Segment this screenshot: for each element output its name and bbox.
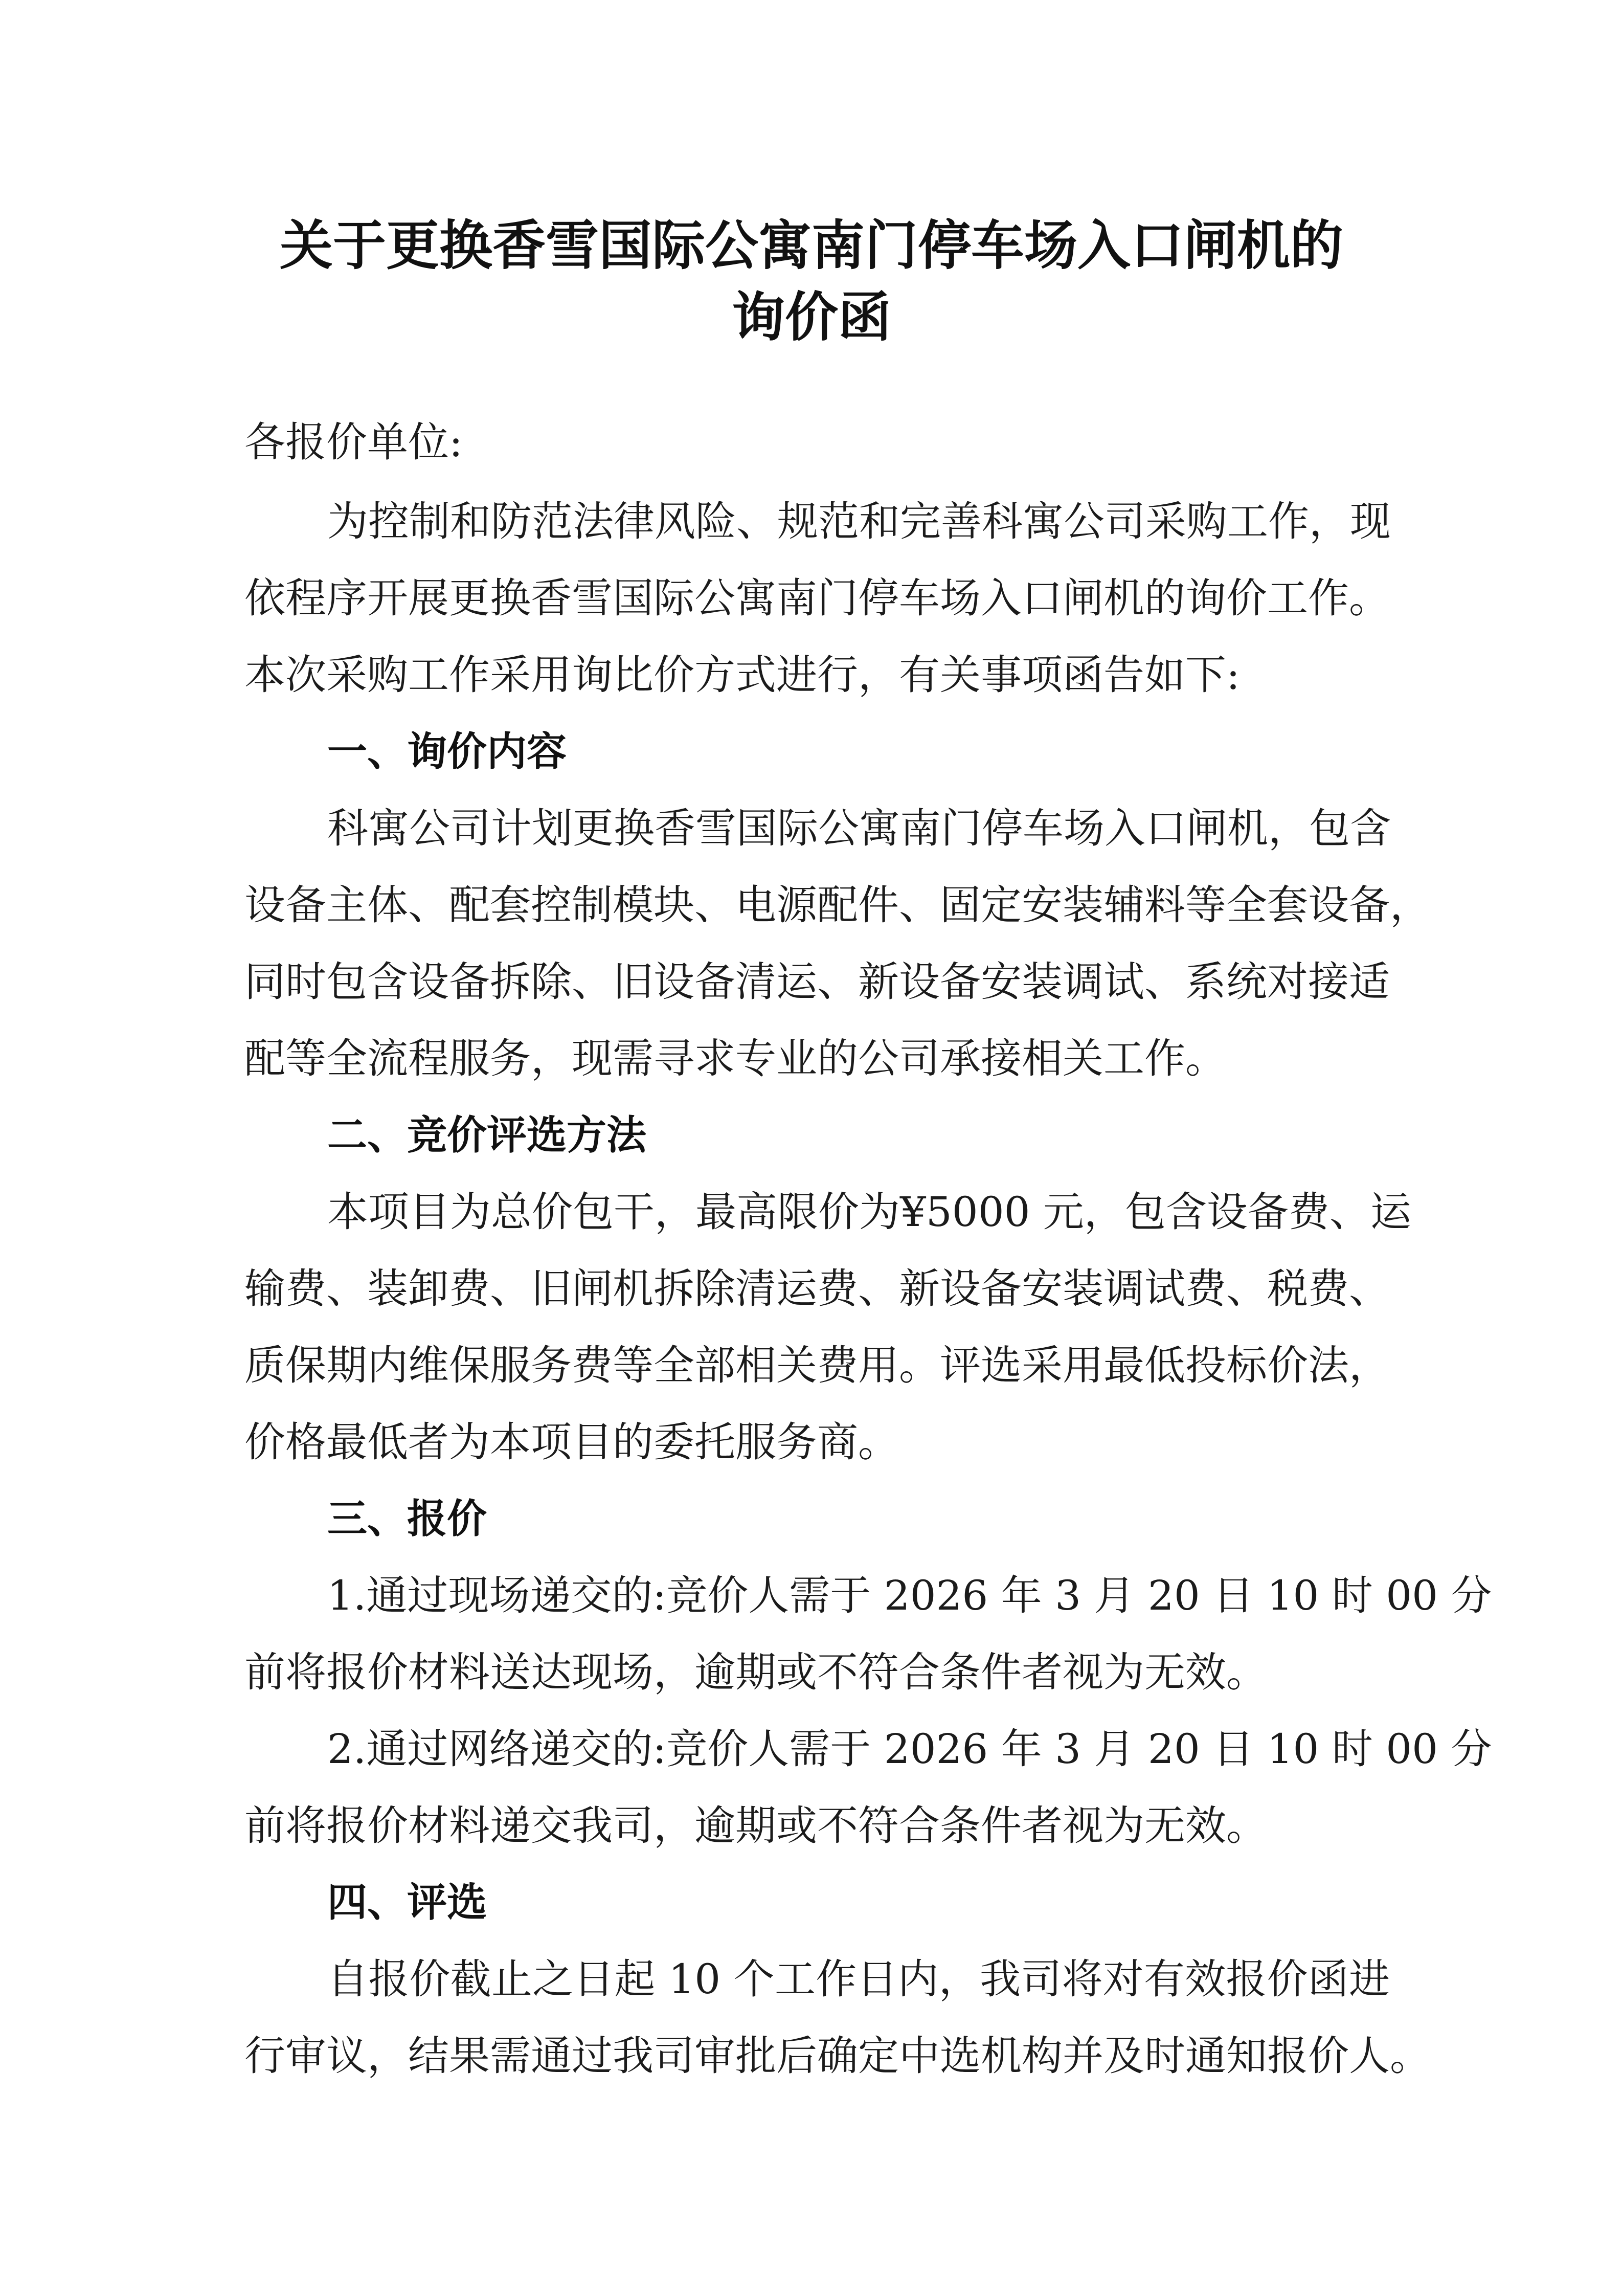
document-title-line-2: 询价函 [731,285,891,348]
section-4-heading: 四、评选 [327,1880,487,1926]
section-3-heading: 三、报价 [327,1496,487,1542]
section-1-line: 设备主体、配套控制模块、电源配件、固定安装辅料等全套设备， [244,881,1431,929]
section-1-heading: 一、询价内容 [327,729,567,775]
section-3-item-2-line: 前将报价材料递交我司，逾期或不符合条件者视为无效。 [244,1802,1267,1849]
salutation: 各报价单位: [244,418,463,466]
document-title-line-1: 关于更换香雪国际公寓南门停车场入口闸机的 [279,214,1343,277]
section-4-line: 行审议，结果需通过我司审批后确定中选机构并及时通知报价人。 [244,2032,1431,2080]
intro-line: 依程序开展更换香雪国际公寓南门停车场入口闸机的询价工作。 [244,574,1390,622]
section-3-item-1-line: 1.通过现场递交的:竞价人需于 2026 年 3 月 20 日 10 时 00 分 [327,1572,1492,1619]
section-1-line: 配等全流程服务，现需寻求专业的公司承接相关工作。 [244,1035,1226,1082]
section-2-line: 输费、装卸费、旧闸机拆除清运费、新设备安装调试费、税费、 [244,1265,1390,1312]
section-1-line: 同时包含设备拆除、旧设备清运、新设备安装调试、系统对接适 [244,958,1390,1006]
section-2-heading: 二、竞价评选方法 [327,1112,647,1158]
section-1-line: 科寓公司计划更换香雪国际公寓南门停车场入口闸机，包含 [327,805,1391,852]
section-3-item-1-line: 前将报价材料送达现场，逾期或不符合条件者视为无效。 [244,1648,1267,1696]
section-2-line: 价格最低者为本项目的委托服务商。 [244,1418,899,1466]
section-2-line: 质保期内维保服务费等全部相关费用。评选采用最低投标价法， [244,1342,1390,1389]
intro-line: 为控制和防范法律风险、规范和完善科寓公司采购工作，现 [327,498,1391,545]
section-2-line: 本项目为总价包干，最高限价为¥5000 元，包含设备费、运 [327,1188,1411,1236]
intro-line: 本次采购工作采用询比价方式进行，有关事项函告如下: [244,651,1240,699]
section-3-item-2-line: 2.通过网络递交的:竞价人需于 2026 年 3 月 20 日 10 时 00 分 [327,1725,1492,1773]
section-4-line: 自报价截止之日起 10 个工作日内，我司将对有效报价函进 [327,1955,1390,2003]
